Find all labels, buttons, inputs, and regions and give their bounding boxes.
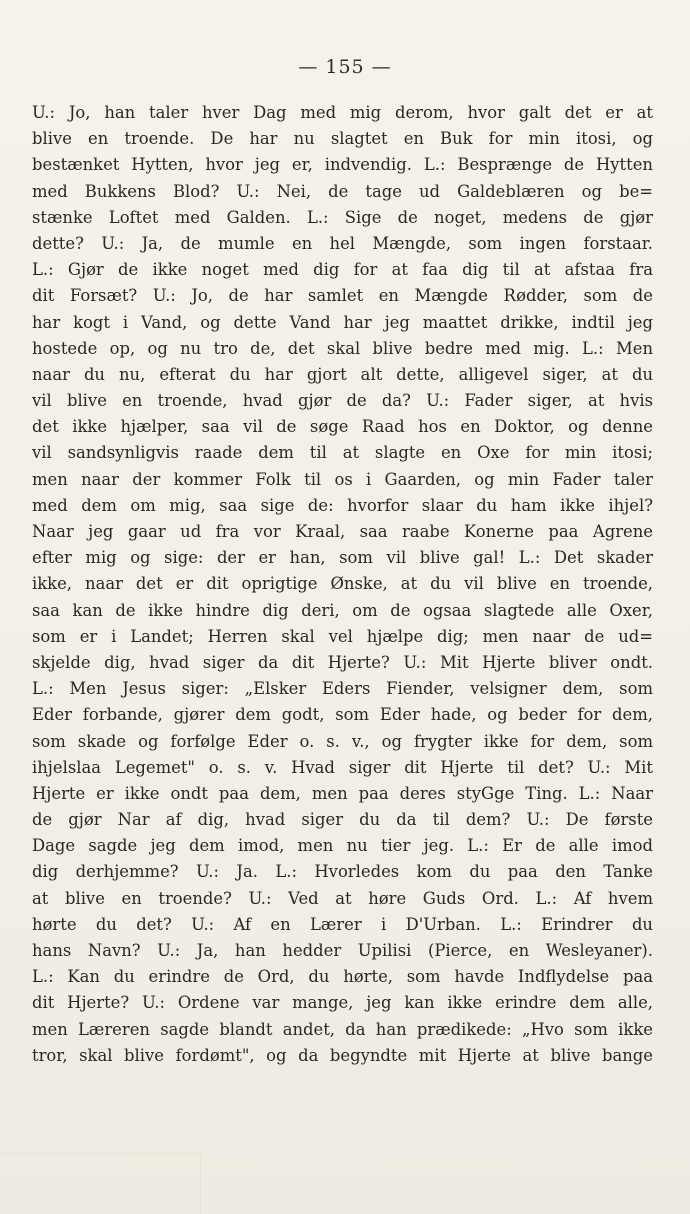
- text-line: U.: Jo, han taler hver Dag med mig derom, hvor galt det er at: [32, 103, 653, 122]
- text-line: med Bukkens Blod? U.: Nei, de tage ud Galdeblæren og be=: [32, 181, 653, 201]
- text-line: hostede op, og nu tro de, det skal blive bedre med mig. L.: Men: [32, 338, 653, 358]
- text-line: vil blive en troende, hvad gjør de da? U.: Fader siger, at hvis: [32, 391, 653, 411]
- text-line: med dem om mig, saa sige de: hvorfor slaar du ham ikke ihjel?: [32, 495, 653, 515]
- text-line: dit Forsæt? U.: Jo, de har samlet en Mængde Rødder, som de: [32, 286, 653, 306]
- page-corner-shadow: [0, 1153, 201, 1214]
- page-number: — 155 —: [298, 56, 392, 78]
- text-line: tror, skal blive fordømt", og da begyndte mit Hjerte at blive bange: [32, 1045, 653, 1065]
- text-line: har kogt i Vand, og dette Vand har jeg maattet drikke, indtil jeg: [32, 312, 653, 332]
- text-line: L.: Kan du erindre de Ord, du hørte, som havde Indflydelse paa: [32, 967, 653, 987]
- text-line: blive en troende. De har nu slagtet en Buk for min itosi, og: [32, 129, 653, 149]
- text-line: hørte du det? U.: Af en Lærer i D'Urban. L.: Erindrer du: [32, 914, 653, 934]
- text-line: Dage sagde jeg dem imod, men nu tier jeg. L.: Er de alle imod: [32, 836, 653, 856]
- text-line: at blive en troende? U.: Ved at høre Guds Ord. L.: Af hvem: [32, 888, 653, 908]
- text-line: som skade og forfølge Eder o. s. v., og frygter ikke for dem, som: [32, 731, 653, 751]
- text-line: skjelde dig, hvad siger da dit Hjerte? U.: Mit Hjerte bliver ondt.: [32, 652, 653, 672]
- text-line: Naar jeg gaar ud fra vor Kraal, saa raabe Konerne paa Agrene: [32, 522, 653, 541]
- text-line: L.: Gjør de ikke noget med dig for at faa dig til at afstaa fra: [32, 260, 653, 280]
- text-line: de gjør Nar af dig, hvad siger du da til dem? U.: De første: [32, 810, 653, 830]
- text-line: men naar der kommer Folk til os i Gaarden, og min Fader taler: [32, 469, 653, 489]
- text-line: L.: Men Jesus siger: „Elsker Eders Fiender, velsigner dem, som: [32, 679, 653, 699]
- text-line: dig derhjemme? U.: Ja. L.: Hvorledes kom du paa den Tanke: [32, 862, 653, 882]
- text-line: naar du nu, efterat du har gjort alt dette, alligevel siger, at du: [32, 364, 653, 384]
- text-line: Eder forbande, gjører dem godt, som Eder hade, og beder for dem,: [32, 705, 653, 725]
- text-line: hans Navn? U.: Ja, han hedder Upilisi (Pierce, en Wesleyaner).: [32, 941, 653, 960]
- text-line: ihjelslaa Legemet" o. s. v. Hvad siger dit Hjerte til det? U.: Mit: [32, 757, 653, 777]
- text-line: dette? U.: Ja, de mumle en hel Mængde, som ingen forstaar.: [32, 233, 653, 253]
- text-line: stænke Loftet med Galden. L.: Sige de noget, medens de gjør: [32, 207, 653, 227]
- text-line: efter mig og sige: der er han, som vil blive gal! L.: Det skader: [32, 548, 653, 568]
- text-line: ikke, naar det er dit oprigtige Ønske, at du vil blive en troende,: [32, 574, 653, 594]
- text-line: Hjerte er ikke ondt paa dem, men paa deres styGge Ting. L.: Naar: [32, 783, 653, 803]
- text-line: saa kan de ikke hindre dig deri, om de ogsaa slagtede alle Oxer,: [32, 600, 653, 620]
- text-line: vil sandsynligvis raade dem til at slagte en Oxe for min itosi;: [32, 443, 653, 463]
- text-line: men Læreren sagde blandt andet, da han prædikede: „Hvo som ikke: [32, 1019, 653, 1039]
- text-line: som er i Landet; Herren skal vel hjælpe dig; men naar de ud=: [32, 626, 653, 646]
- text-line: det ikke hjælper, saa vil de søge Raad hos en Doktor, og denne: [32, 417, 653, 437]
- text-line: dit Hjerte? U.: Ordene var mange, jeg kan ikke erindre dem alle,: [32, 993, 653, 1013]
- body-text: [32, 100, 653, 1069]
- text-line: bestænket Hytten, hvor jeg er, indvendig. L.: Besprænge de Hytten: [32, 155, 653, 175]
